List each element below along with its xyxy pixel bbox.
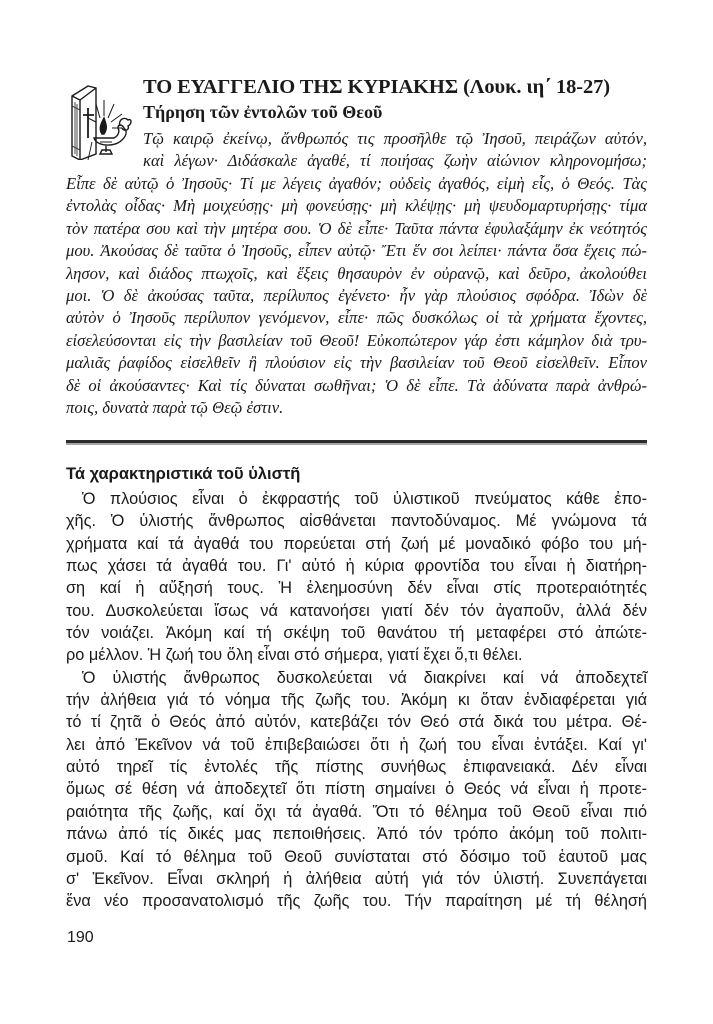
body-line: ση καί ἡ αὔξησή τους. Ἡ ἐλεημοσύνη δέν εἶναι στίς προτεραιότητές (66, 579, 647, 598)
gospel-text (66, 173, 647, 419)
page-subtitle: Τήρηση τῶν ἐντολῶν τοῦ Θεοῦ (143, 102, 383, 122)
gospel-line: αὐτὸν ὁ Ἰησοῦς περίλυπον γενόμενον, εἶπε· πῶς δυσκόλως οἱ τὰ χρήματα ἔχοντες, (66, 308, 647, 328)
gospel-line: τὸν πατέρα σου καὶ τὴν μητέρα σου. Ὁ δὲ εἶπε· Ταῦτα πάντα ἐφυλαξάμην ἐκ νεότητός (66, 218, 647, 238)
body-line: τόν νοιάζει. Ἀκόμη καί τή σκέψη τοῦ θανάτου τή μεταφέρει στό ἀπώτε- (66, 624, 647, 643)
body-line: τήν ἀλήθεια γιά τό νόημα τῆς ζωῆς του. Ἀκόμη κι ὅταν ἐνδιαφέρεται γιά (66, 691, 647, 710)
body-line: του. Δυσκολεύεται ἴσως νά κατανοήσει γιατί δέν τόν ἀγαποῦν, ἀλλά δέν (66, 601, 647, 620)
body-line: Ὁ ὑλιστής ἄνθρωπος δυσκολεύεται νά διακρίνει καί νά ἀποδεχτεῖ (82, 668, 647, 687)
body-line: αὐτό τηρεῖ τίς ἐντολές τῆς πίστης συνήθως ἐπιφανειακά. Δέν εἶναι (66, 758, 647, 777)
body-line: χῆς. Ὁ ὑλιστής ἄνθρωπος αἰσθάνεται παντοδύναμος. Μέ γνώμονα τά (66, 512, 647, 531)
body-line: ραιότητα τῆς ζωῆς, καί ὄχι τά ἀγαθά. Ὅτι τό θέλημα τοῦ Θεοῦ εἶναι πιό (66, 802, 647, 821)
body-line: ρο μέλλον. Ἡ ζωή του ὅλη εἶναι στό σήμερα, γιατί ἔχει ὅ,τι θέλει. (66, 646, 523, 665)
gospel-line: Εἶπε δὲ αὐτῷ ὁ Ἰησοῦς· Τί με λέγεις ἀγαθόν; οὐδεὶς ἀγαθός, εἰμὴ εἷς, ὁ Θεός. Τὰς (66, 174, 647, 193)
gospel-line: μαλιᾶς ῥαφίδος εἰσελθεῖν ἢ πλούσιον εἰς τὴν βασιλείαν τοῦ Θεοῦ εἰσελθεῖν. Εἶπον (66, 353, 647, 373)
body-line: Ὁ πλούσιος εἶναι ὁ ἐκφραστής τοῦ ὑλιστικοῦ πνεύματος κάθε ἐπο- (82, 490, 647, 508)
gospel-text-indented (143, 128, 647, 173)
page-title: ΤΟ ΕΥΑΓΓΕΛΙΟ ΤΗΣ ΚΥΡΙΑΚΗΣ (Λουκ. ιη΄ 18-27) (143, 76, 611, 98)
gospel-line: δὲ οἱ ἀκούσαντες· Καὶ τίς δύναται σωθῆναι; Ὁ δὲ εἶπε. Τὰ ἀδύνατα παρὰ ἀνθρώ- (66, 375, 647, 395)
body-line: σμοῦ. Καί τό θέλημα τοῦ Θεοῦ συνίσταται στό δόσιμο τοῦ ἑαυτοῦ μας (66, 847, 647, 866)
gospel-line: εἰσελεύσονται εἰς τὴν βασιλείαν τοῦ Θεοῦ! Εὐκοπώτερον γάρ ἐστι κάμηλον διὰ τρυ- (66, 330, 647, 350)
body-line: σ' Ἐκεῖνον. Εἶναι σκληρή ἡ ἀλήθεια αὐτή γιά τόν ὑλιστή. Συνεπάγεται (66, 869, 647, 888)
body-line: ὅμως σέ θέση νά ἀποδεχτεῖ ὅτι πίστη σημαίνει ὁ Θεός νά εἶναι ἡ προτε- (66, 780, 647, 799)
section-heading: Τά χαρακτηριστικά τοῦ ὑλιστῆ (66, 465, 301, 483)
section-body (66, 488, 647, 913)
gospel-line: μοι. Ὁ δὲ ἀκούσας ταῦτα, περίλυπος ἐγένετο· ἦν γὰρ πλούσιος σφόδρα. Ἰδὼν δὲ (66, 285, 647, 305)
gospel-line: μου. Ἀκούσας δὲ ταῦτα ὁ Ἰησοῦς, εἶπεν αὐτῷ· Ἔτι ἕν σοι λείπει· πάντα ὅσα ἔχεις πώ- (66, 241, 647, 261)
gospel-line: Τῷ καιρῷ ἐκείνῳ, ἄνθρωπός τις προσῆλθε τῷ Ἰησοῦ, πειράζων αὐτόν, (143, 129, 647, 148)
section-divider (66, 440, 647, 445)
body-line: χρήματα καί τά ἀγαθά του πορεύεται στή ζωή μέ μοναδικό φόβο του μή- (66, 534, 647, 553)
gospel-book-and-oil-lamp-icon (66, 82, 140, 160)
body-line: πως χάσει τά ἀγαθά του. Γι' αὐτό ἡ κύρια φροντίδα του εἶναι ἡ διατήρη- (66, 557, 647, 576)
gospel-line: καὶ λέγων· Διδάσκαλε ἀγαθέ, τί ποιήσας ζωὴν αἰώνιον κληρονομήσω; (143, 151, 647, 171)
body-line: ἕνα νέο προσανατολισμό τῆς ζωῆς του. Τήν παραίτηση μέ τή θέλησή (66, 892, 647, 911)
gospel-line: ἐντολὰς οἶδας· Μὴ μοιχεύσῃς· μὴ φονεύσῃς· μὴ κλέψῃς· μὴ ψευδομαρτυρήσῃς· τίμα (66, 196, 647, 216)
gospel-line: λησον, καὶ διάδος πτωχοῖς, καὶ ἕξεις θησαυρὸν ἐν οὐρανῷ, καὶ δεῦρο, ἀκολούθει (66, 263, 647, 283)
body-line: λει ἀπό Ἐκεῖνον νά τοῦ ἐπιβεβαιώσει ὅτι ἡ ζωή του εἶναι ἐντάξει. Καί γι' (66, 735, 647, 754)
body-line: πάνω ἀπό τίς δικές μας πεποιθήσεις. Ἀπό τόν τρόπο ἀκόμη τοῦ πολιτι- (66, 825, 647, 844)
body-line: τό τί ζητᾶ ὁ Θεός ἀπό αὐτόν, κατεβάζει τόν Θεό στά δικά του μέτρα. Θέ- (66, 713, 647, 732)
page-number: 190 (67, 929, 94, 946)
gospel-line: ποις, δυνατὰ παρὰ τῷ Θεῷ ἐστιν. (66, 397, 284, 417)
